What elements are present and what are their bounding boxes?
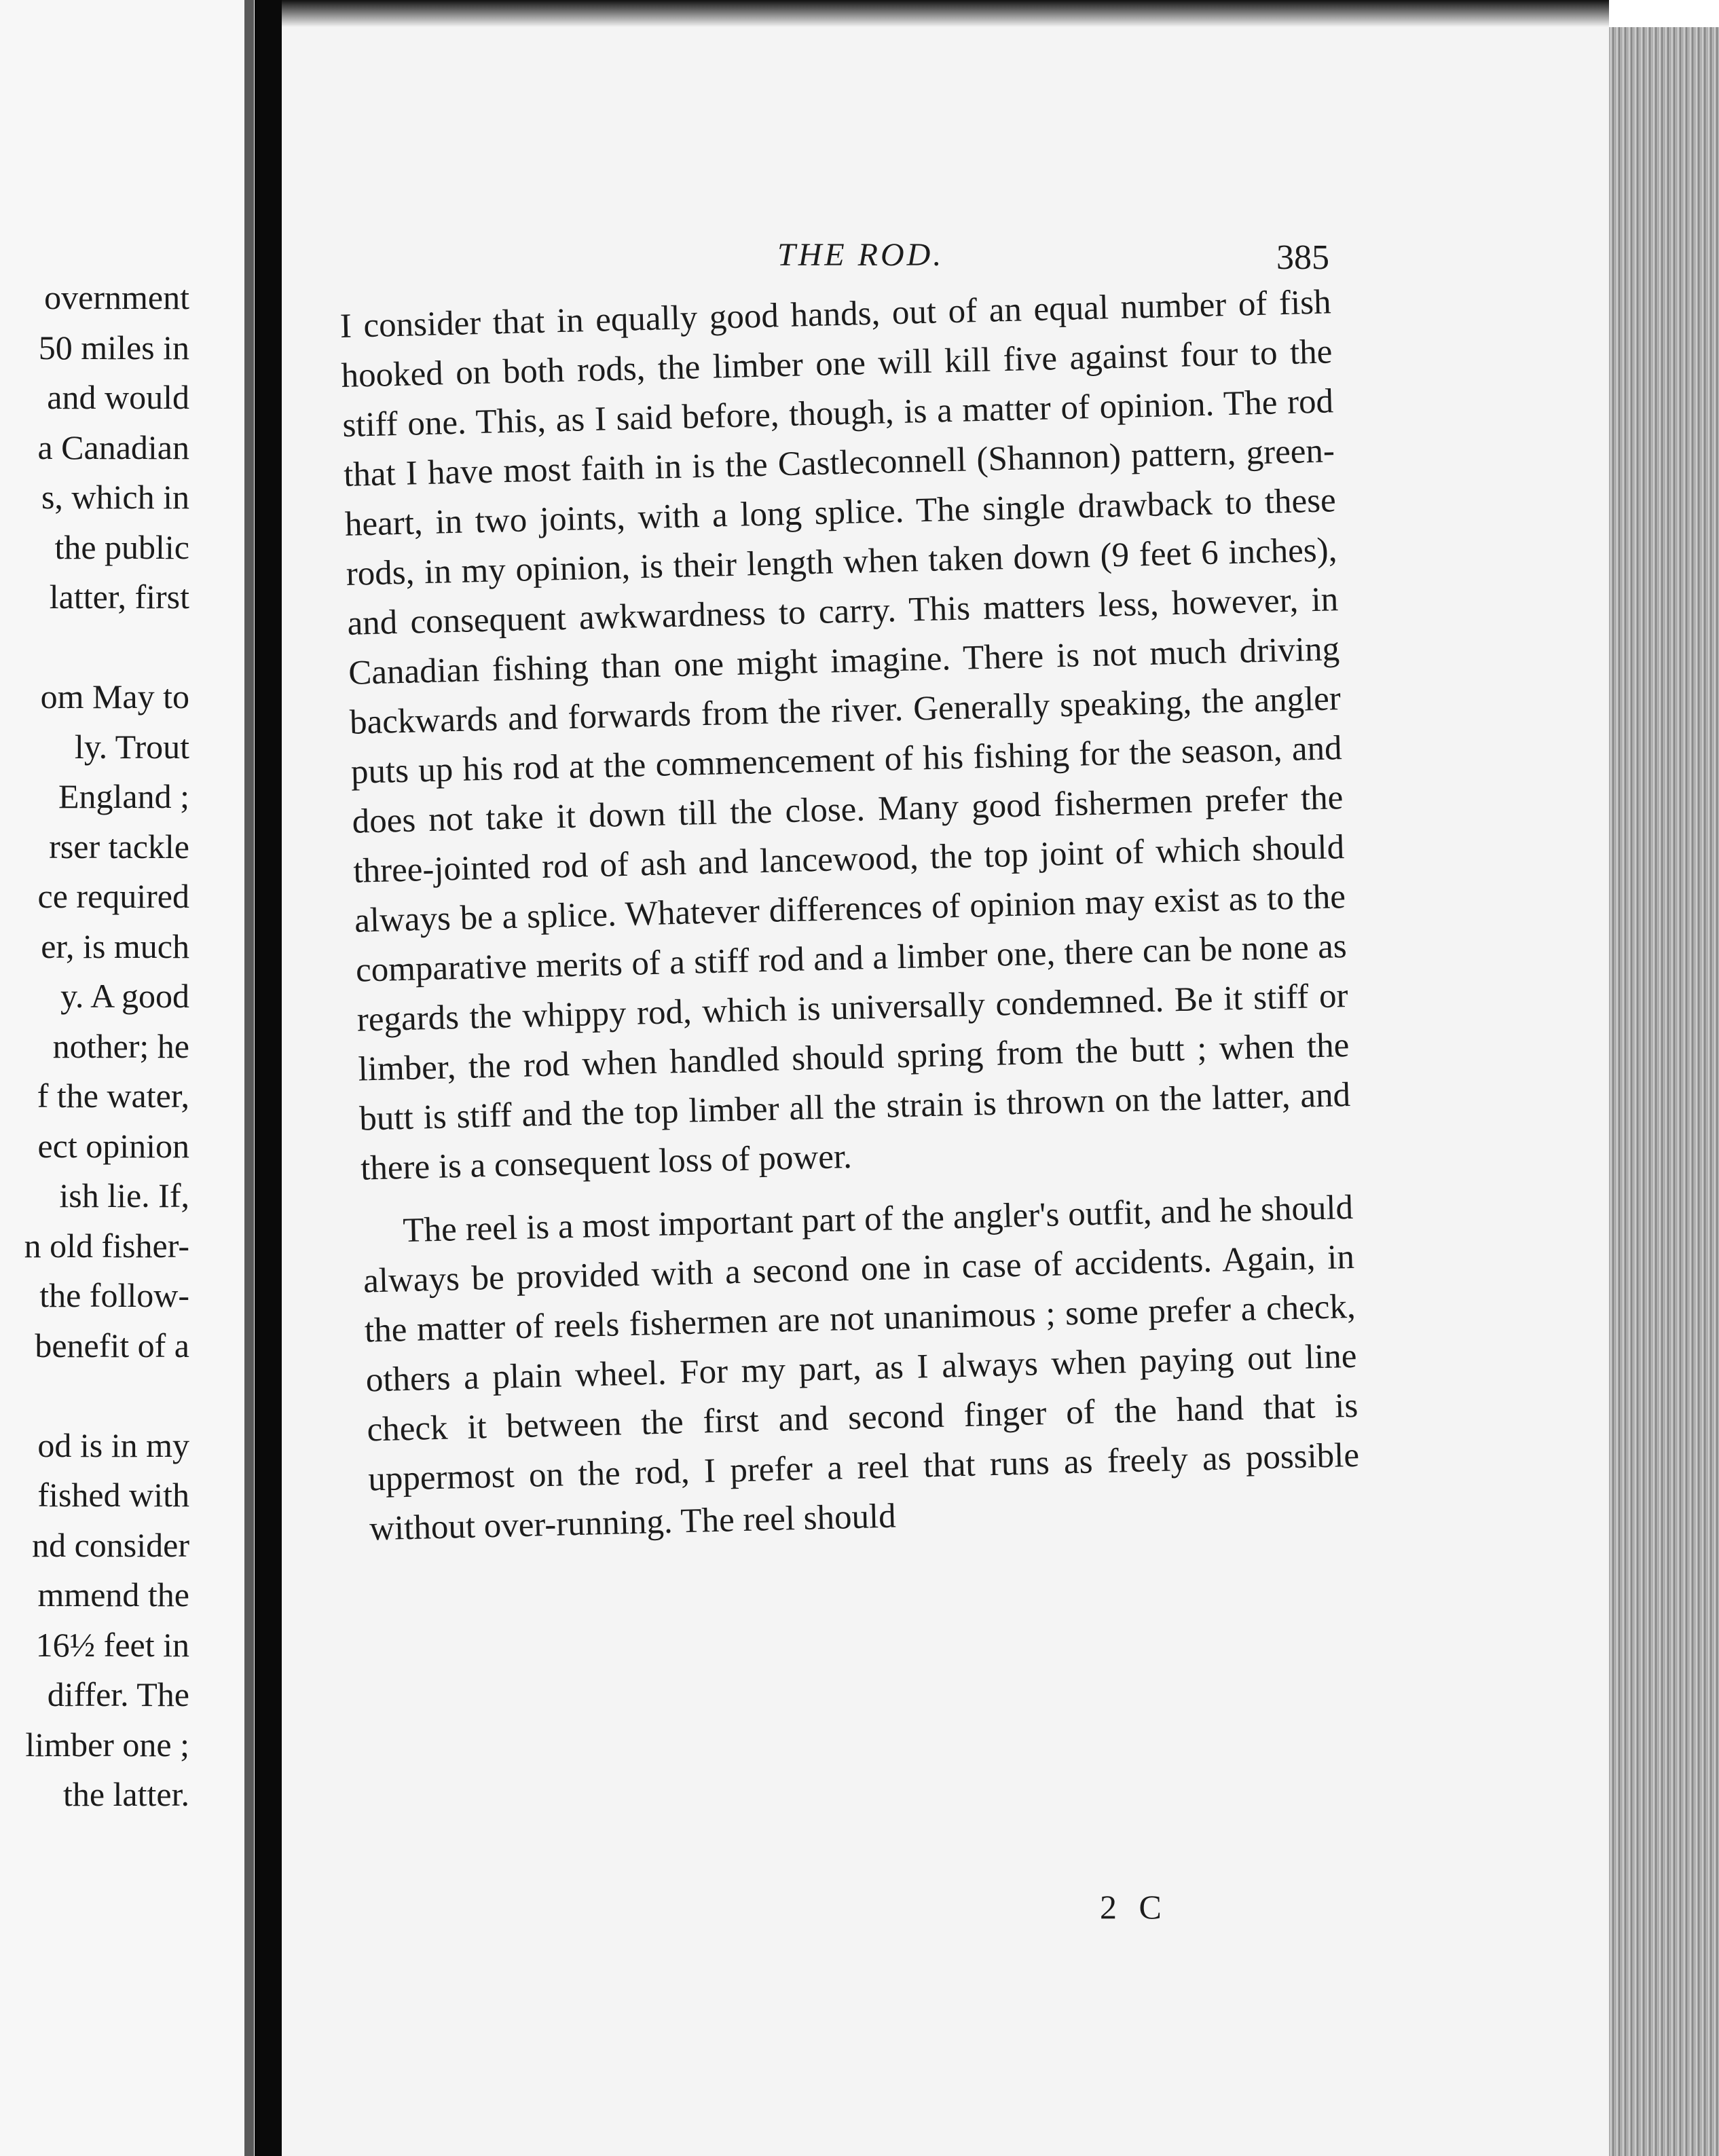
page-number: 385: [1276, 238, 1329, 277]
left-page-line: benefit of a: [35, 1326, 189, 1364]
left-page-line: the latter.: [62, 1775, 189, 1813]
left-page-line: y. A good: [60, 977, 189, 1015]
left-page-line: differ. The: [47, 1675, 189, 1713]
left-page-line: od is in my: [37, 1426, 189, 1464]
left-page-line: and would: [47, 378, 189, 416]
left-page-line: a Canadian: [37, 428, 189, 466]
paragraph-1: I consider that in equally good hands, out of an equal number of fish hooked on both rods, the limber one will kill five against four to the stiff one. This, as I said before, though, is a matter of opinion. The rod that I have most faith in is the Castleconnell (Shannon) pattern, green-heart, in two joints, with a long splice. The single drawback to these rods, in my opinion, is their length when taken down (9 feet 6 inches), and consequent awkwardness to carry. This matters less, however, in Canadian fishing than one might imagine. There is not much driving backwards and forwards from the river. Generally speaking, the angler puts up his rod at the commencement of his fishing for the season, and does not take it down till the close. Many good fishermen prefer the three-jointed rod of ash and lancewood, the top joint of which should always be a splice. Whatever differences of opinion may exist as to the comparative merits of a stiff rod and a limber one, there can be none as regards the whippy rod, which is universally condemned. Be it stiff or limber, the rod when handled should spring from the butt ; when the butt is stiff and the top limber all the strain is thrown on the latter, and there is a consequent loss of power.: [339, 283, 1351, 1188]
running-title: THE ROD.: [777, 237, 944, 273]
left-page-line: overnment: [44, 278, 189, 316]
left-page-line: rser tackle: [49, 827, 189, 866]
left-page-line: ect opinion: [37, 1126, 189, 1165]
left-page-line: s, which in: [41, 478, 189, 516]
page-top-shadow: [282, 0, 1609, 27]
left-page-line: ly. Trout: [74, 727, 189, 766]
left-page-line: 16½ feet in: [35, 1625, 189, 1664]
left-page-line: latter, first: [49, 578, 189, 616]
left-page-line: om May to: [40, 677, 189, 715]
book-gutter: [255, 0, 282, 2156]
left-page-line: England ;: [58, 777, 189, 815]
left-page-line: nother; he: [52, 1026, 189, 1065]
left-page-line: nd consider: [32, 1525, 189, 1564]
left-page-line: n old fisher-: [24, 1226, 189, 1265]
left-page-line: limber one ;: [25, 1725, 189, 1764]
left-page-line: ish lie. If,: [59, 1176, 189, 1214]
gutter-shadow: [244, 0, 254, 2156]
left-page-line: ce required: [37, 877, 189, 915]
signature-mark: 2 C: [1100, 1888, 1168, 1926]
body-text: [339, 278, 1361, 1554]
left-page-line: the follow-: [39, 1276, 189, 1314]
left-page-line: f the water,: [37, 1077, 189, 1115]
left-page-line: fished with: [37, 1476, 189, 1514]
paragraph-2: The reel is a most important part of the angler's outfit, and he should always be provided with a second one in case of accidents. Again, in the matter of reels fishermen are not unanimous ; some prefer a check, others a plain wheel. For my part, as I always when paying out line check it between the first and second finger of the hand that is uppermost on the rod, I prefer a reel that runs as freely as possible without over-running. The reel should: [363, 1188, 1360, 1548]
left-page-line: mmend the: [37, 1576, 189, 1614]
left-facing-page: [0, 0, 255, 2156]
page-edges: [1609, 27, 1719, 2156]
left-page-line: 50 miles in: [38, 328, 189, 367]
left-page-line: er, is much: [41, 927, 189, 965]
left-page-line: the public: [54, 527, 189, 566]
